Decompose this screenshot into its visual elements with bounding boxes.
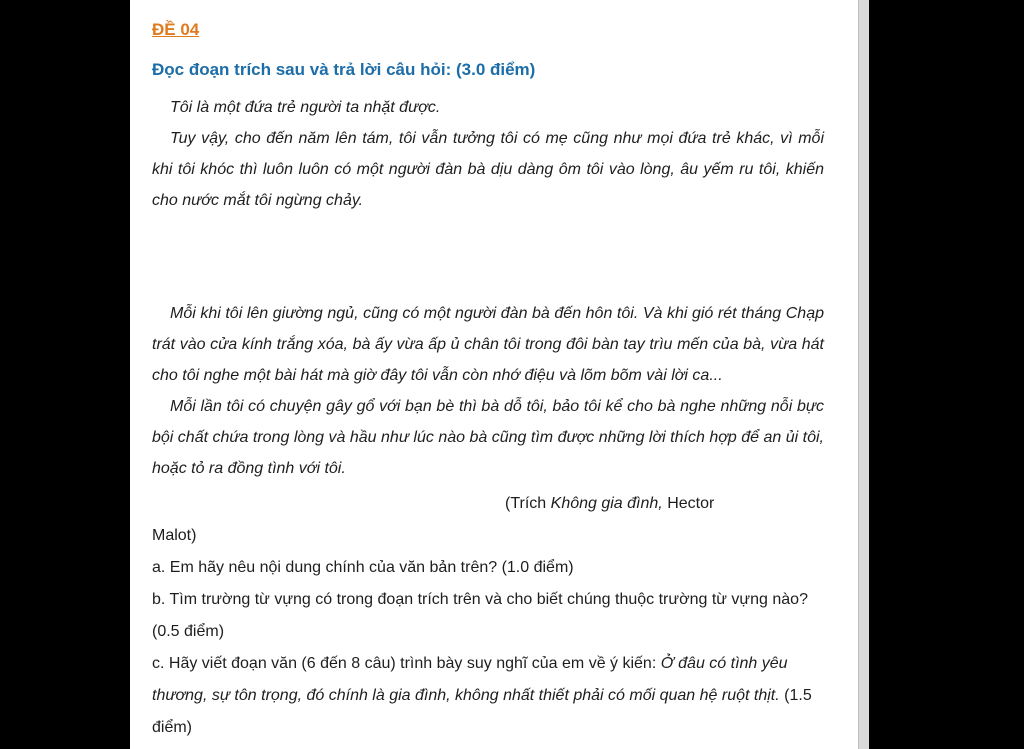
- question-c-points: (1.5 điểm): [152, 687, 812, 736]
- page-edge-bar: [858, 0, 869, 749]
- citation-line: [152, 488, 824, 520]
- passage: [152, 92, 824, 484]
- question-c-quote: Ở đâu có tình yêu thương, sự tôn trọng, đó chính là gia đình, không nhất thiết phải có mối quan hệ ruột thịt.: [152, 655, 788, 704]
- citation-author-last: Malot): [152, 527, 197, 544]
- passage-paragraph-4: Mỗi lần tôi có chuyện gây gổ với bạn bè thì bà dỗ tôi, bảo tôi kể cho bà nghe những nỗi bực bội chất chứa trong lòng và hầu như lúc nào bà cũng tìm được những lời thích hợp để an ủi tôi, hoặc tỏ ra đồng tình với tôi.: [152, 398, 824, 477]
- document-page: [130, 0, 863, 749]
- question-c: [152, 648, 824, 744]
- citation-prefix: (Trích: [505, 495, 547, 512]
- questions: [152, 552, 824, 744]
- passage-paragraph-1: Tôi là một đứa trẻ người ta nhặt được.: [170, 99, 441, 116]
- question-b: b. Tìm trường từ vựng có trong đoạn trích trên và cho biết chúng thuộc trường từ vựng nào? (0.5 điểm): [152, 591, 808, 640]
- exam-code-heading: ĐỀ 04: [152, 20, 200, 39]
- passage-gap: [152, 216, 824, 298]
- question-c-prefix: c. Hãy viết đoạn văn (6 đến 8 câu) trình bày suy nghĩ của em về ý kiến:: [152, 655, 661, 672]
- document-content: [152, 12, 824, 744]
- citation-author-first: Hector: [667, 495, 715, 512]
- passage-paragraph-3: Mỗi khi tôi lên giường ngủ, cũng có một người đàn bà đến hôn tôi. Và khi gió rét tháng Chạp trát vào cửa kính trắng xóa, bà ấy vừa ấp ủ chân tôi trong đôi bàn tay trìu mến của bà, vừa hát cho tôi nghe một bài hát mà giờ đây tôi vẫn còn nhớ điệu và lõm bõm vài lời ca...: [152, 305, 824, 384]
- instruction-heading: Đọc đoạn trích sau và trả lời câu hỏi: (3.0 điểm): [152, 60, 536, 79]
- question-a: a. Em hãy nêu nội dung chính của văn bản trên? (1.0 điểm): [152, 559, 574, 576]
- citation-work: Không gia đình,: [550, 495, 663, 512]
- passage-paragraph-2: Tuy vậy, cho đến năm lên tám, tôi vẫn tưởng tôi có mẹ cũng như mọi đứa trẻ khác, vì mỗi khi tôi khóc thì luôn luôn có một người đàn bà dịu dàng ôm tôi vào lòng, âu yếm ru tôi, khiến cho nước mắt tôi ngừng chảy.: [152, 130, 824, 209]
